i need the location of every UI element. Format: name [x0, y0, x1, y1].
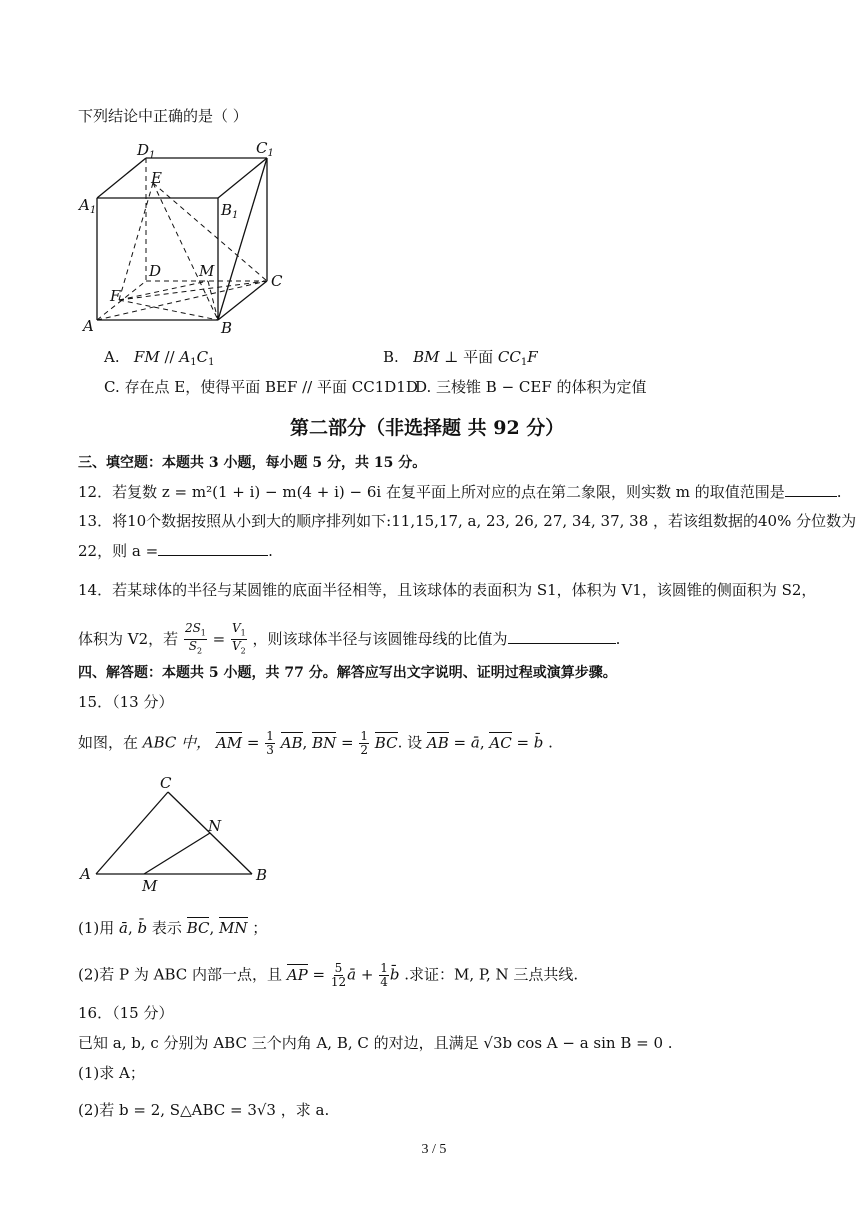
q14-line1: 14．若某球体的半径与某圆锥的底面半径相等，且该球体的表面积为 S1，体积为 V1，该圆锥的侧面积为 S2，: [78, 581, 817, 599]
tri-label-a: A: [80, 865, 91, 883]
q15-part1: (1)用 ā, b̄ 表示 BC, MN ；: [78, 919, 268, 937]
q13-line2: 22，则 a = .: [78, 542, 273, 560]
q16-part2: (2)若 b = 2, S△ABC = 3√3 ，求 a.: [78, 1101, 330, 1119]
label-d1: $D_1$: [137, 141, 156, 161]
label-c: C: [271, 272, 283, 290]
option-d: D. 三棱锥 B − CEF 的体积为定值: [415, 378, 647, 396]
label-f: F: [110, 287, 121, 305]
intro-line: 下列结论中正确的是（ ）: [78, 107, 248, 125]
option-c: C. 存在点 E，使得平面 BEF // 平面 CC1D1D: [104, 378, 418, 396]
tri-label-b: B: [256, 866, 268, 884]
fraction-2s1-s2: $\frac{2S_1}{S_2}$: [184, 621, 206, 656]
label-d: D: [149, 262, 162, 280]
fraction-v1-v2: $\frac{V_1}{V_2}$: [232, 621, 246, 656]
section3-heading: 三、填空题：本题共 3 小题，每小题 5 分，共 15 分。: [78, 455, 427, 471]
option-a: A. FM // $A_1C_1$: [104, 348, 215, 368]
label-b: B: [221, 319, 233, 337]
q15-stem: 如图，在 ABC 中， AM = $\frac{1}{3}$ AB, BN = $\frac{1}{2}$ BC. 设 AB = ā, AC = b̄ .: [78, 729, 553, 757]
q16-head: 16．（15 分）: [78, 1004, 174, 1022]
option-b: B. BM ⊥ 平面 $CC_1F$: [383, 348, 538, 368]
part2-title: 第二部分（非选择题 共 92 分）: [290, 417, 565, 439]
tri-label-c: C: [160, 774, 172, 792]
q15-part2: (2)若 P 为 ABC 内部一点，且 AP = $\frac{5}{12}$ ā + $\frac{1}{4}$ b̄ .求证：M, P, N 三点共线.: [78, 961, 579, 989]
label-a: A: [83, 317, 94, 335]
cube-figure: [75, 138, 305, 338]
label-a1: $A_1$: [79, 196, 97, 216]
label-m: M: [199, 262, 215, 280]
q14-line2: 体积为 V2，若 $\frac{2S_1}{S_2}$ = $\frac{V_1}{V_2}$ ，则该球体半径与该圆锥母线的比值为 .: [78, 621, 621, 656]
label-b1: $B_1$: [221, 201, 239, 221]
page-number: 3 / 5: [421, 1142, 447, 1157]
q15-head: 15．（13 分）: [78, 693, 174, 711]
q12: 12．若复数 z = m²(1 + i) − m(4 + i) − 6i 在复平面上所对应的点在第二象限，则实数 m 的取值范围是 .: [78, 483, 842, 501]
section4-heading: 四、解答题：本题共 5 小题，共 77 分。解答应写出文字说明、证明过程或演算步骤。: [78, 665, 617, 681]
q16-stem: 已知 a, b, c 分别为 ABC 三个内角 A, B, C 的对边，且满足 √3b cos A − a sin B = 0 .: [78, 1034, 673, 1052]
q13-line1: 13．将10个数据按照从小到大的顺序排列如下:11,15,17, a, 23, 26, 27, 34, 37, 38 ，若该组数据的40% 分位数为: [78, 512, 857, 530]
triangle-figure: [78, 770, 278, 895]
tri-label-n: N: [208, 817, 222, 835]
tri-label-m: M: [142, 877, 158, 895]
label-c1: $C_1$: [256, 139, 274, 159]
label-e: E: [151, 169, 162, 187]
q16-part1: (1)求 A；: [78, 1064, 145, 1082]
